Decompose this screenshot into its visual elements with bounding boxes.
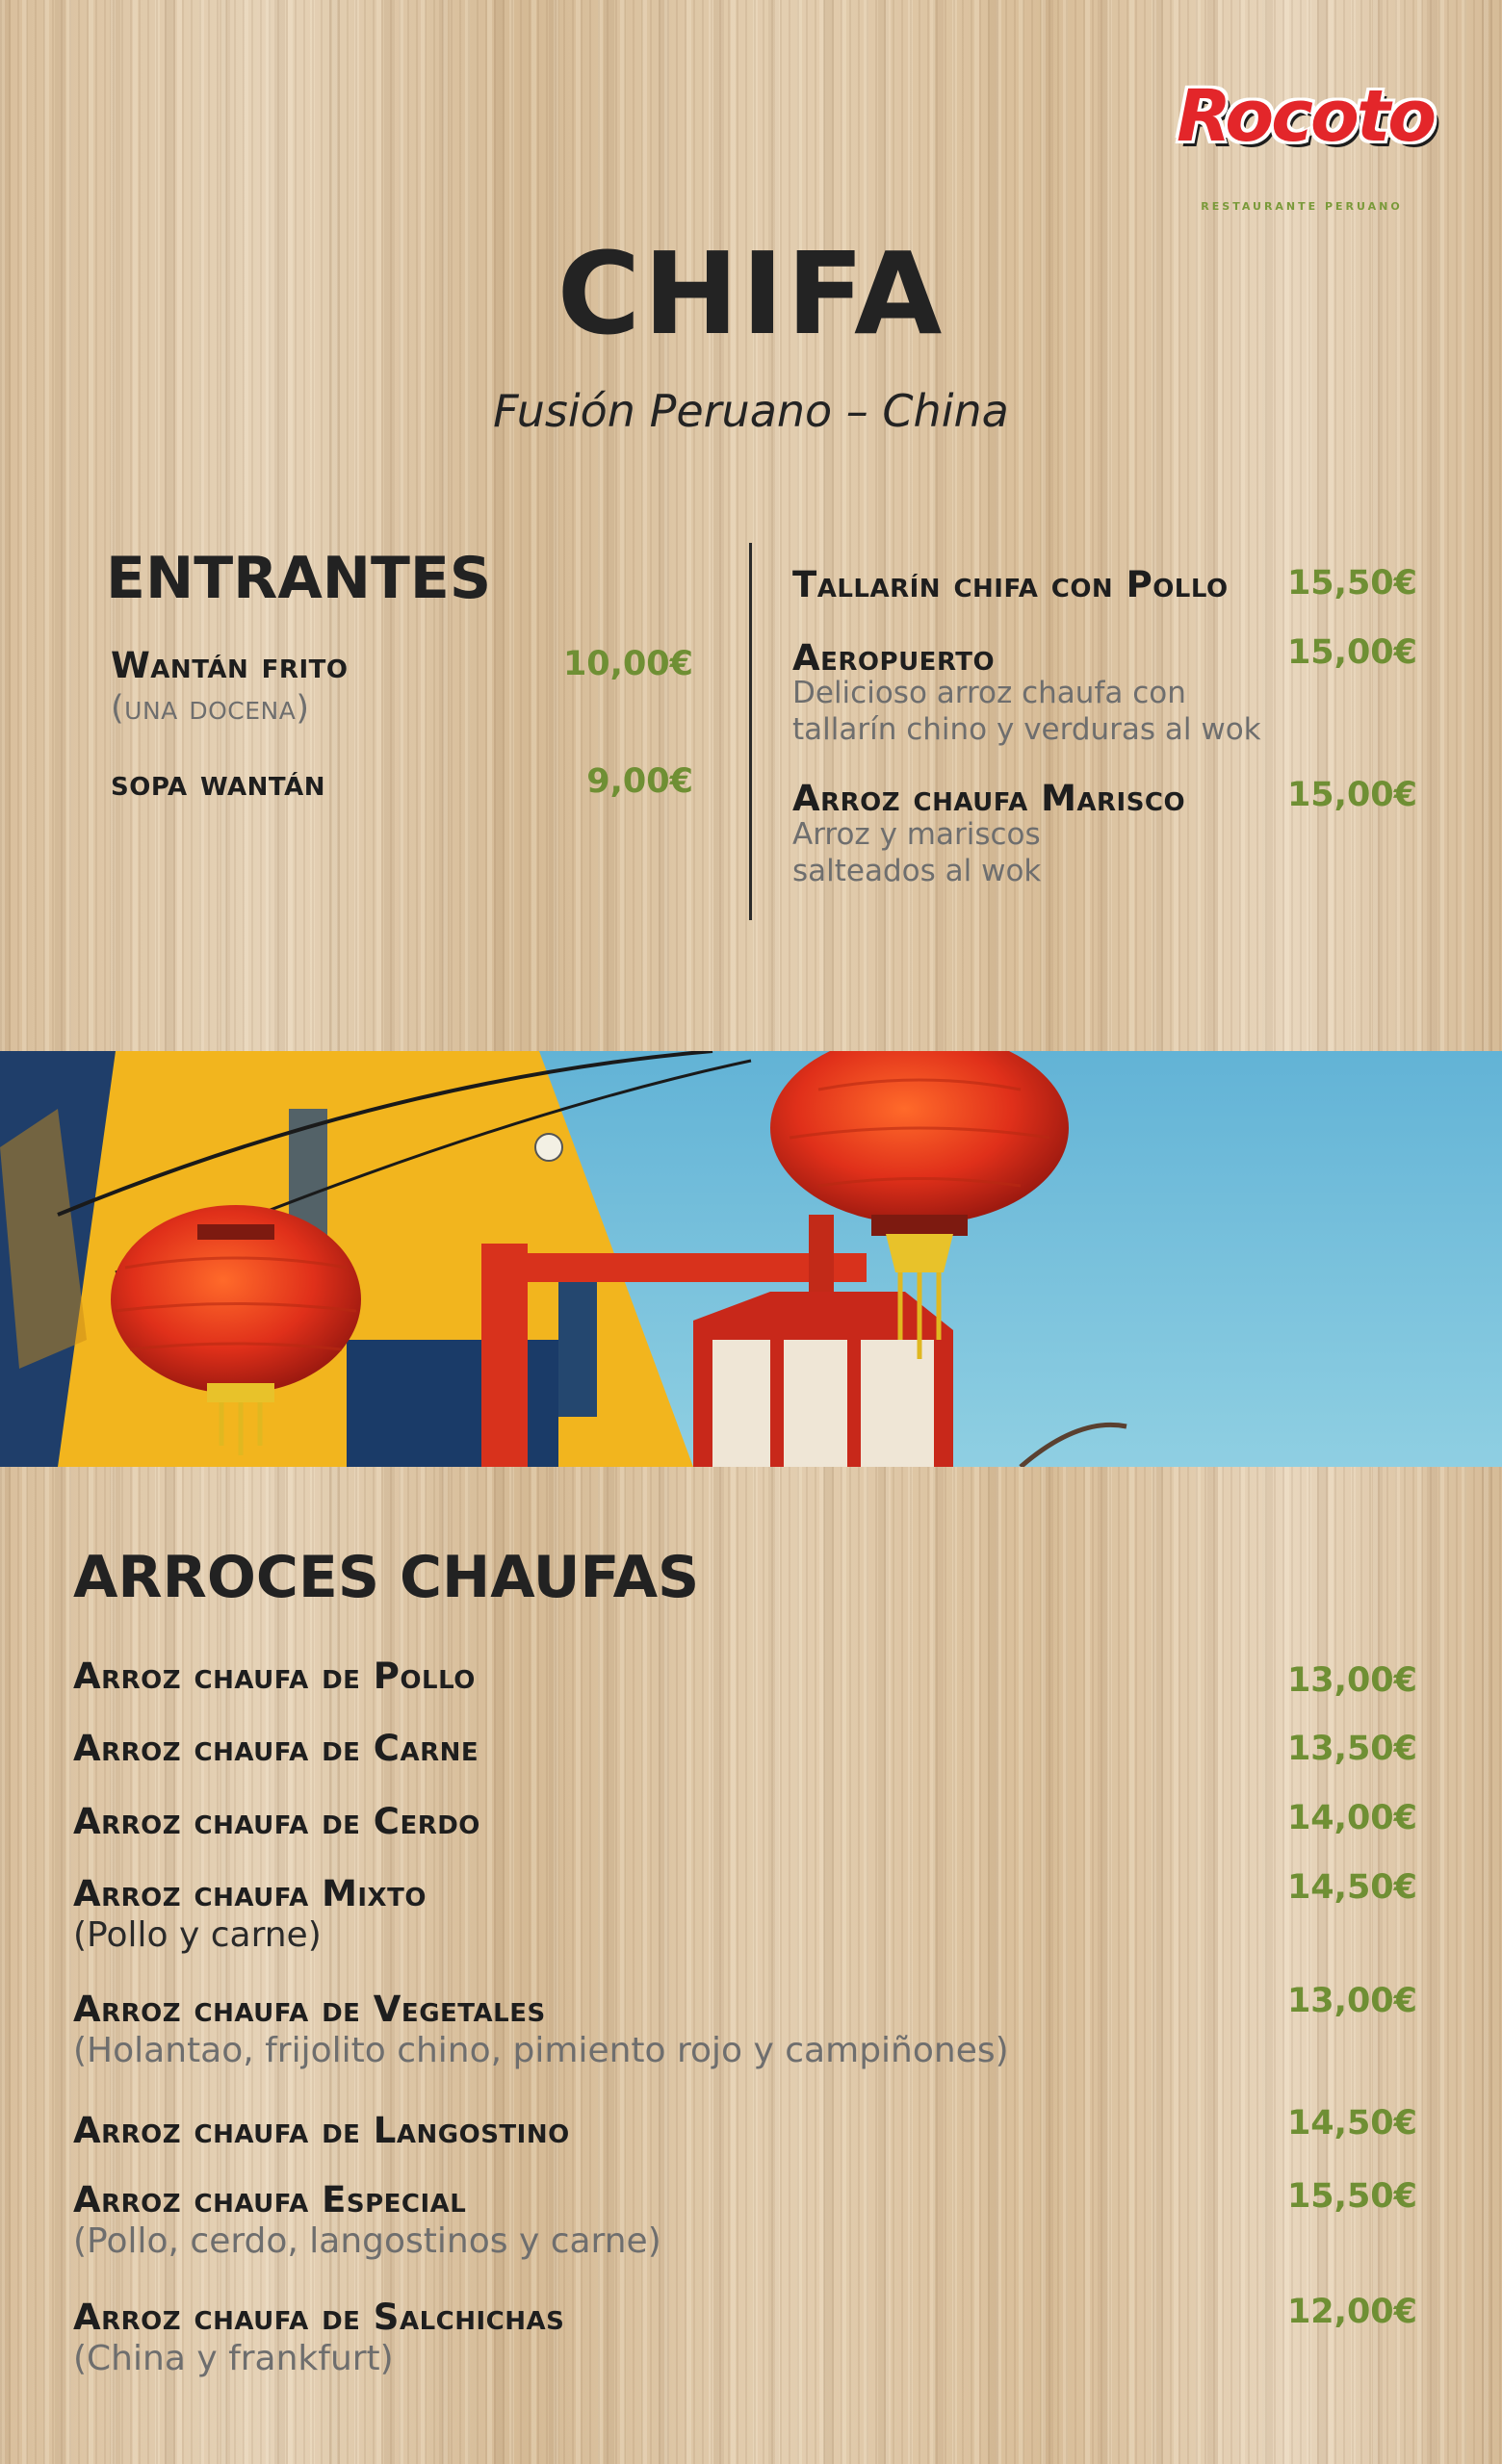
menu-item-desc: (Holantao, frijolito chino, pimiento rojo y campiñones) — [73, 2031, 1009, 2070]
menu-item-name: sopa wantán — [111, 762, 325, 804]
menu-item-price: 14,50€ — [1286, 1868, 1417, 1907]
section-title-arroces: ARROCES CHAUFAS — [73, 1544, 700, 1611]
menu-item-price: 13,00€ — [1286, 1661, 1417, 1700]
page-title: CHIFA — [557, 227, 945, 360]
menu-item-desc: (una docena) — [111, 689, 310, 728]
menu-item-desc: Delicioso arroz chaufa con — [792, 676, 1186, 710]
menu-item-price: 13,00€ — [1286, 1982, 1417, 2020]
menu-item-name: Arroz chaufa de Salchichas — [73, 2297, 565, 2338]
menu-item-name: Arroz chaufa Especial — [73, 2179, 467, 2220]
menu-item-name: Wantán frito — [111, 645, 349, 686]
menu-item-desc: Arroz y mariscos — [792, 817, 1041, 852]
menu-item-name: Aeropuerto — [792, 637, 996, 679]
logo-wordmark: Rocoto — [1177, 75, 1435, 158]
rocoto-logo — [1177, 75, 1435, 219]
menu-item-price: 9,00€ — [586, 762, 693, 801]
menu-item-desc: tallarín chino y verduras al wok — [792, 712, 1261, 747]
section-title-entrantes: ENTRANTES — [106, 545, 492, 612]
menu-item-name: Arroz chaufa de Cerdo — [73, 1801, 480, 1842]
menu-item-desc: (Pollo y carne) — [73, 1915, 322, 1955]
menu-item-price: 10,00€ — [562, 645, 693, 683]
menu-item-price: 15,50€ — [1286, 2177, 1417, 2216]
menu-item-price: 14,50€ — [1286, 2104, 1417, 2143]
menu-item-name: Arroz chaufa de Carne — [73, 1728, 479, 1769]
logo-tagline: RESTAURANTE PERUANO — [1201, 200, 1403, 213]
menu-item-name: Tallarín chifa con Pollo — [792, 564, 1229, 605]
menu-item-price: 12,00€ — [1286, 2293, 1417, 2331]
column-divider — [749, 543, 752, 920]
menu-item-name: Arroz chaufa de Vegetales — [73, 1989, 546, 2030]
lanterns-photo — [0, 1051, 1502, 1467]
menu-item-name: Arroz chaufa de Langostino — [73, 2110, 570, 2151]
menu-item-desc: salteados al wok — [792, 854, 1042, 888]
menu-item-desc: (China y frankfurt) — [73, 2339, 394, 2378]
page-subtitle: Fusión Peruano – China — [493, 385, 1009, 437]
menu-item-price: 15,00€ — [1286, 633, 1417, 672]
menu-item-price: 15,00€ — [1286, 776, 1417, 814]
menu-item-price: 13,50€ — [1286, 1730, 1417, 1768]
menu-item-name: Arroz chaufa Mixto — [73, 1873, 427, 1914]
menu-item-name: Arroz chaufa de Pollo — [73, 1656, 476, 1697]
menu-item-price: 15,50€ — [1286, 564, 1417, 603]
menu-item-name: Arroz chaufa Marisco — [792, 778, 1186, 819]
menu-item-price: 14,00€ — [1286, 1799, 1417, 1837]
menu-item-desc: (Pollo, cerdo, langostinos y carne) — [73, 2221, 661, 2261]
